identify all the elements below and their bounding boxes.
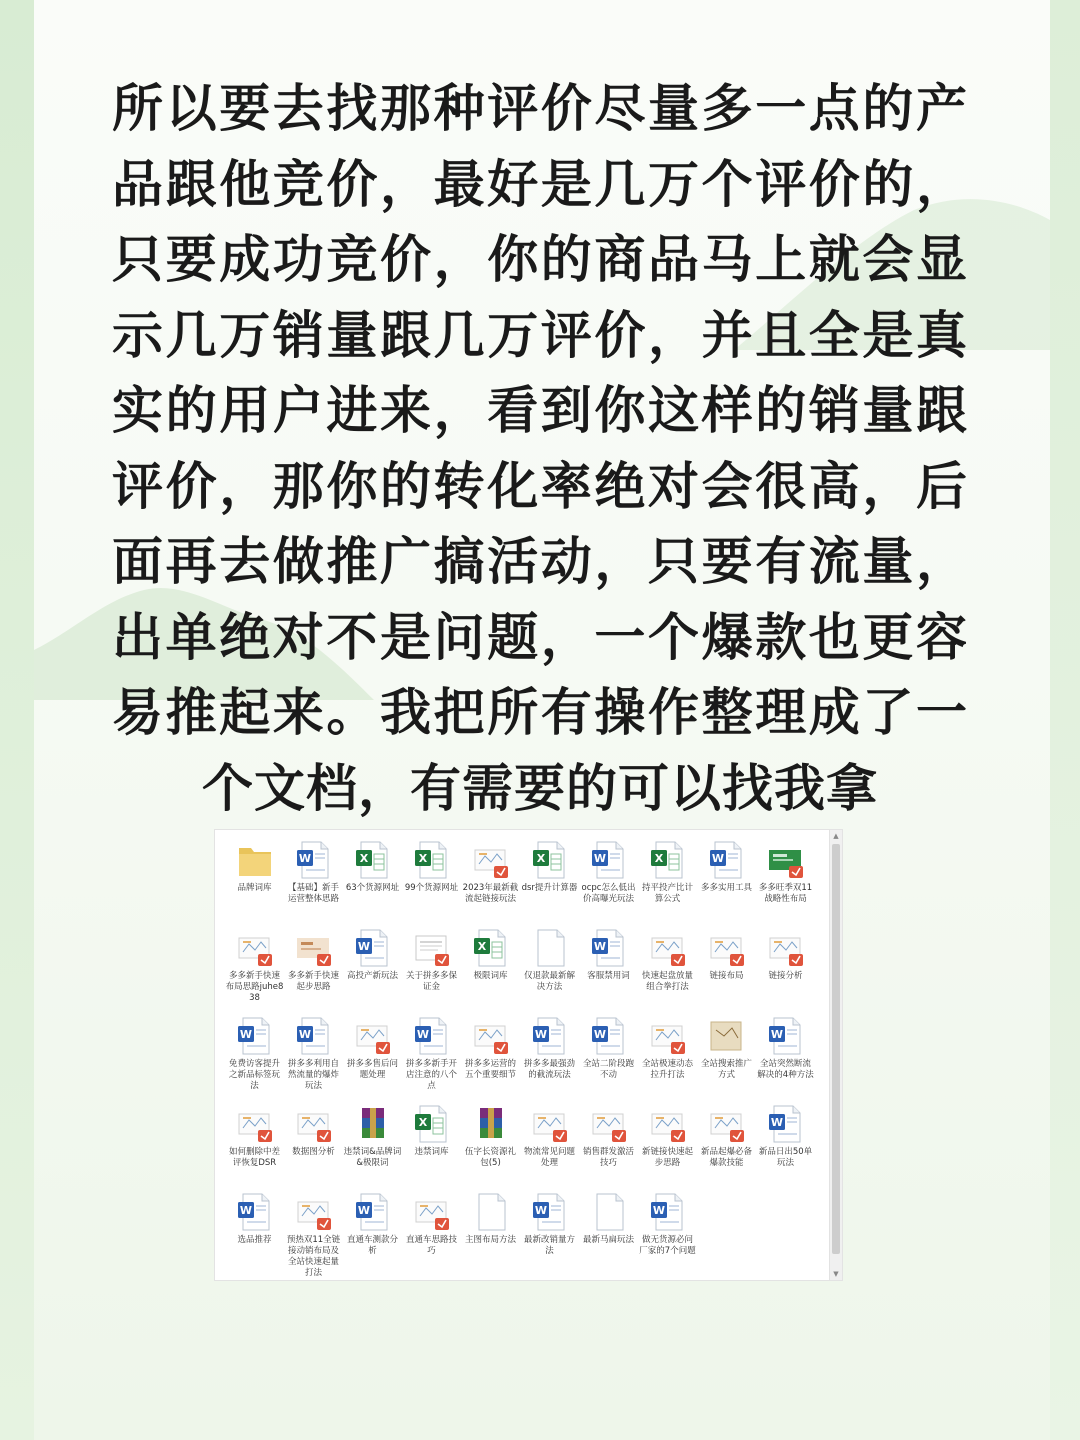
- image-file-icon: [767, 928, 805, 968]
- excel-icon: [649, 840, 687, 880]
- word-doc-icon: [236, 1192, 274, 1232]
- file-label: 链接分析: [768, 971, 803, 981]
- svg-text:W: W: [298, 1028, 311, 1041]
- file-explorer-window: [215, 830, 842, 1280]
- file-label: 多多实用工具: [700, 883, 752, 893]
- svg-text:W: W: [239, 1028, 252, 1041]
- scroll-down-arrow-icon[interactable]: ▼: [833, 1270, 839, 1278]
- svg-text:W: W: [593, 940, 606, 953]
- excel-icon: [413, 840, 451, 880]
- file-label: 关于拼多多保证金: [405, 971, 457, 992]
- svg-text:W: W: [298, 852, 311, 865]
- word-doc-icon: [767, 1104, 805, 1144]
- image-file-icon: [708, 1016, 746, 1056]
- file-item[interactable]: [284, 1100, 343, 1188]
- image-file-icon: [413, 1192, 451, 1232]
- file-label: 极限词库: [473, 971, 508, 981]
- file-label: 伍字长资源礼包(5): [464, 1147, 516, 1168]
- word-doc-icon: [590, 840, 628, 880]
- headline-text: 所以要去找那种评价尽量多一点的产品跟他竞价，最好是几万个评价的，只要成功竞价，你的商品马上就会显示几万销量跟几万评价，并且全是真实的用户进来，看到你这样的销量跟评价，那你的转化率绝对会很高，后面再去做推广搞活动，只要有流量，出单绝对不是问题，一个爆款也更容易推起来。我把所有操作整理成了一个文档，有需要的可以找我拿: [112, 80, 968, 819]
- file-label: 客服禁用词: [587, 971, 630, 981]
- image-file-icon: [649, 928, 687, 968]
- file-label: 主图布局方法: [464, 1235, 516, 1245]
- file-item[interactable]: [520, 1012, 579, 1100]
- svg-text:X: X: [418, 1116, 427, 1129]
- file-item[interactable]: [284, 1012, 343, 1100]
- file-item[interactable]: [638, 1188, 697, 1276]
- file-label: 如何删除中差评恢复DSR: [228, 1147, 280, 1168]
- word-doc-icon: [531, 1192, 569, 1232]
- left-border: [0, 0, 34, 1440]
- scroll-up-arrow-icon[interactable]: ▲: [833, 832, 839, 840]
- file-label: 全站突然断流解决的4种方法: [757, 1059, 814, 1080]
- file-item[interactable]: [343, 924, 402, 1012]
- file-label: 最新马扁玩法: [582, 1235, 634, 1245]
- file-label: 拼多多利用自然流量的爆炸玩法: [287, 1059, 339, 1091]
- svg-text:W: W: [711, 852, 724, 865]
- image-file-icon: [531, 1104, 569, 1144]
- image-file-icon: [236, 1104, 274, 1144]
- word-doc-icon: [590, 1016, 628, 1056]
- file-item[interactable]: [638, 1100, 697, 1188]
- file-item[interactable]: [225, 1100, 284, 1188]
- file-label: 拼多多售后问题处理: [346, 1059, 398, 1080]
- file-label: 预热双11全链接动销布局及全站快速起量打法: [286, 1235, 341, 1276]
- svg-text:X: X: [654, 852, 663, 865]
- rar-icon: [472, 1104, 510, 1144]
- file-label: 新链接快速起步思路: [641, 1147, 693, 1168]
- rar-icon: [354, 1104, 392, 1144]
- file-item[interactable]: [461, 1188, 520, 1276]
- vertical-scrollbar[interactable]: [829, 830, 842, 1280]
- file-item[interactable]: [579, 924, 638, 1012]
- file-item[interactable]: [756, 1100, 815, 1188]
- word-doc-icon: [295, 840, 333, 880]
- file-label: 多多旺季双11战略性布局: [758, 883, 813, 904]
- blank-file-icon: [472, 1192, 510, 1232]
- file-label: 持平投产比计算公式: [641, 883, 693, 904]
- svg-text:X: X: [536, 852, 545, 865]
- file-label: 仅退款最新解决方法: [523, 971, 575, 992]
- file-item[interactable]: [756, 924, 815, 1012]
- excel-icon: [531, 840, 569, 880]
- file-item[interactable]: [638, 924, 697, 1012]
- image-file-icon: [472, 840, 510, 880]
- file-label: 数据图分析: [292, 1147, 335, 1157]
- file-label: 做无货源必问厂家的7个问题: [639, 1235, 696, 1256]
- svg-text:W: W: [357, 1204, 370, 1217]
- file-label: 违禁词&品牌词&极限词: [343, 1147, 402, 1168]
- file-item[interactable]: [402, 1188, 461, 1276]
- svg-text:X: X: [477, 940, 486, 953]
- file-item[interactable]: [697, 1012, 756, 1100]
- svg-text:W: W: [416, 1028, 429, 1041]
- file-label: 全站极速动态拉升打法: [641, 1059, 693, 1080]
- image-file-icon: [590, 1104, 628, 1144]
- file-label: 选品推荐: [237, 1235, 272, 1245]
- svg-text:W: W: [652, 1204, 665, 1217]
- excel-icon: [472, 928, 510, 968]
- svg-text:W: W: [534, 1204, 547, 1217]
- file-label: 销售群发激活技巧: [582, 1147, 634, 1168]
- file-label: 违禁词库: [414, 1147, 449, 1157]
- word-doc-icon: [590, 928, 628, 968]
- image-file-icon: [413, 928, 451, 968]
- image-file-icon: [649, 1016, 687, 1056]
- file-item[interactable]: [697, 836, 756, 924]
- file-item[interactable]: [756, 1012, 815, 1100]
- word-doc-icon: [413, 1016, 451, 1056]
- folder-icon: [236, 840, 274, 880]
- word-doc-icon: [354, 1192, 392, 1232]
- image-file-icon: [472, 1016, 510, 1056]
- word-doc-icon: [295, 1016, 333, 1056]
- svg-text:W: W: [239, 1204, 252, 1217]
- file-label: 63个货源网址: [345, 883, 400, 893]
- file-label: 多多新手快速布局思路juhe838: [225, 971, 284, 1003]
- file-item[interactable]: [402, 1012, 461, 1100]
- file-label: 2023年最新截流起链接玩法: [462, 883, 519, 904]
- file-item[interactable]: [638, 836, 697, 924]
- image-file-icon: [767, 840, 805, 880]
- file-label: 全站搜索推广方式: [700, 1059, 752, 1080]
- word-doc-icon: [531, 1016, 569, 1056]
- right-border: [1050, 0, 1080, 1440]
- file-item[interactable]: [579, 1012, 638, 1100]
- file-label: 品牌词库: [237, 883, 272, 893]
- file-item[interactable]: [579, 836, 638, 924]
- file-label: 免费访客提升之新品标签玩法: [228, 1059, 280, 1091]
- file-label: 物流常见问题处理: [523, 1147, 575, 1168]
- file-item[interactable]: [520, 836, 579, 924]
- file-label: 全站二阶段跑不动: [582, 1059, 634, 1080]
- file-label: 直通车测款分析: [346, 1235, 398, 1256]
- word-doc-icon: [708, 840, 746, 880]
- excel-icon: [413, 1104, 451, 1144]
- image-file-icon: [236, 928, 274, 968]
- word-doc-icon: [767, 1016, 805, 1056]
- svg-text:X: X: [418, 852, 427, 865]
- svg-text:W: W: [357, 940, 370, 953]
- file-item[interactable]: [402, 1100, 461, 1188]
- svg-text:W: W: [593, 852, 606, 865]
- file-label: 高投产新玩法: [346, 971, 398, 981]
- file-item[interactable]: [225, 1012, 284, 1100]
- file-item[interactable]: [402, 924, 461, 1012]
- file-item[interactable]: [284, 836, 343, 924]
- file-item[interactable]: [638, 1012, 697, 1100]
- blank-file-icon: [590, 1192, 628, 1232]
- excel-icon: [354, 840, 392, 880]
- file-label: 新品起爆必备爆款技能: [700, 1147, 752, 1168]
- file-item[interactable]: [402, 836, 461, 924]
- file-item[interactable]: [520, 924, 579, 1012]
- file-item[interactable]: [756, 836, 815, 924]
- file-label: 99个货源网址: [404, 883, 459, 893]
- file-label: ocpc怎么低出价高曝光玩法: [581, 883, 636, 904]
- file-label: 拼多多最强劲的截流玩法: [523, 1059, 575, 1080]
- file-item[interactable]: [579, 1100, 638, 1188]
- image-file-icon: [295, 1192, 333, 1232]
- file-label: 链接布局: [709, 971, 744, 981]
- svg-text:W: W: [770, 1116, 783, 1129]
- file-label: 【基础】新手运营整体思路: [287, 883, 339, 904]
- file-item[interactable]: [579, 1188, 638, 1276]
- file-label: 拼多多运营的五个重要细节: [464, 1059, 516, 1080]
- file-item[interactable]: [225, 1188, 284, 1276]
- file-item[interactable]: [225, 924, 284, 1012]
- image-file-icon: [354, 1016, 392, 1056]
- image-file-icon: [295, 928, 333, 968]
- file-item[interactable]: [461, 836, 520, 924]
- image-file-icon: [708, 928, 746, 968]
- file-label: 最新改销量方法: [523, 1235, 575, 1256]
- image-file-icon: [708, 1104, 746, 1144]
- file-item[interactable]: [284, 924, 343, 1012]
- blank-file-icon: [531, 928, 569, 968]
- svg-text:W: W: [593, 1028, 606, 1041]
- file-item[interactable]: [520, 1188, 579, 1276]
- word-doc-icon: [236, 1016, 274, 1056]
- svg-text:X: X: [359, 852, 368, 865]
- file-label: 新品日出50单玩法: [758, 1147, 813, 1168]
- file-grid: [225, 836, 825, 1276]
- file-item[interactable]: [697, 924, 756, 1012]
- svg-text:W: W: [534, 1028, 547, 1041]
- file-label: dsr提升计算器: [521, 883, 578, 893]
- svg-text:W: W: [770, 1028, 783, 1041]
- file-item[interactable]: [343, 1188, 402, 1276]
- file-label: 拼多多新手开店注意的八个点: [405, 1059, 457, 1091]
- file-item[interactable]: [697, 1100, 756, 1188]
- file-item[interactable]: [461, 1100, 520, 1188]
- word-doc-icon: [649, 1192, 687, 1232]
- file-label: 多多新手快速起步思路: [287, 971, 339, 992]
- file-item[interactable]: [461, 1012, 520, 1100]
- file-item[interactable]: [284, 1188, 343, 1276]
- file-item[interactable]: [343, 1100, 402, 1188]
- file-item[interactable]: [520, 1100, 579, 1188]
- word-doc-icon: [354, 928, 392, 968]
- scrollbar-thumb[interactable]: [832, 844, 840, 1254]
- file-item[interactable]: [343, 1012, 402, 1100]
- file-label: 直通车思路技巧: [405, 1235, 457, 1256]
- file-item[interactable]: [461, 924, 520, 1012]
- file-item[interactable]: [225, 836, 284, 924]
- file-item[interactable]: [343, 836, 402, 924]
- file-label: 快速起盘放量组合拳打法: [641, 971, 693, 992]
- image-file-icon: [649, 1104, 687, 1144]
- image-file-icon: [295, 1104, 333, 1144]
